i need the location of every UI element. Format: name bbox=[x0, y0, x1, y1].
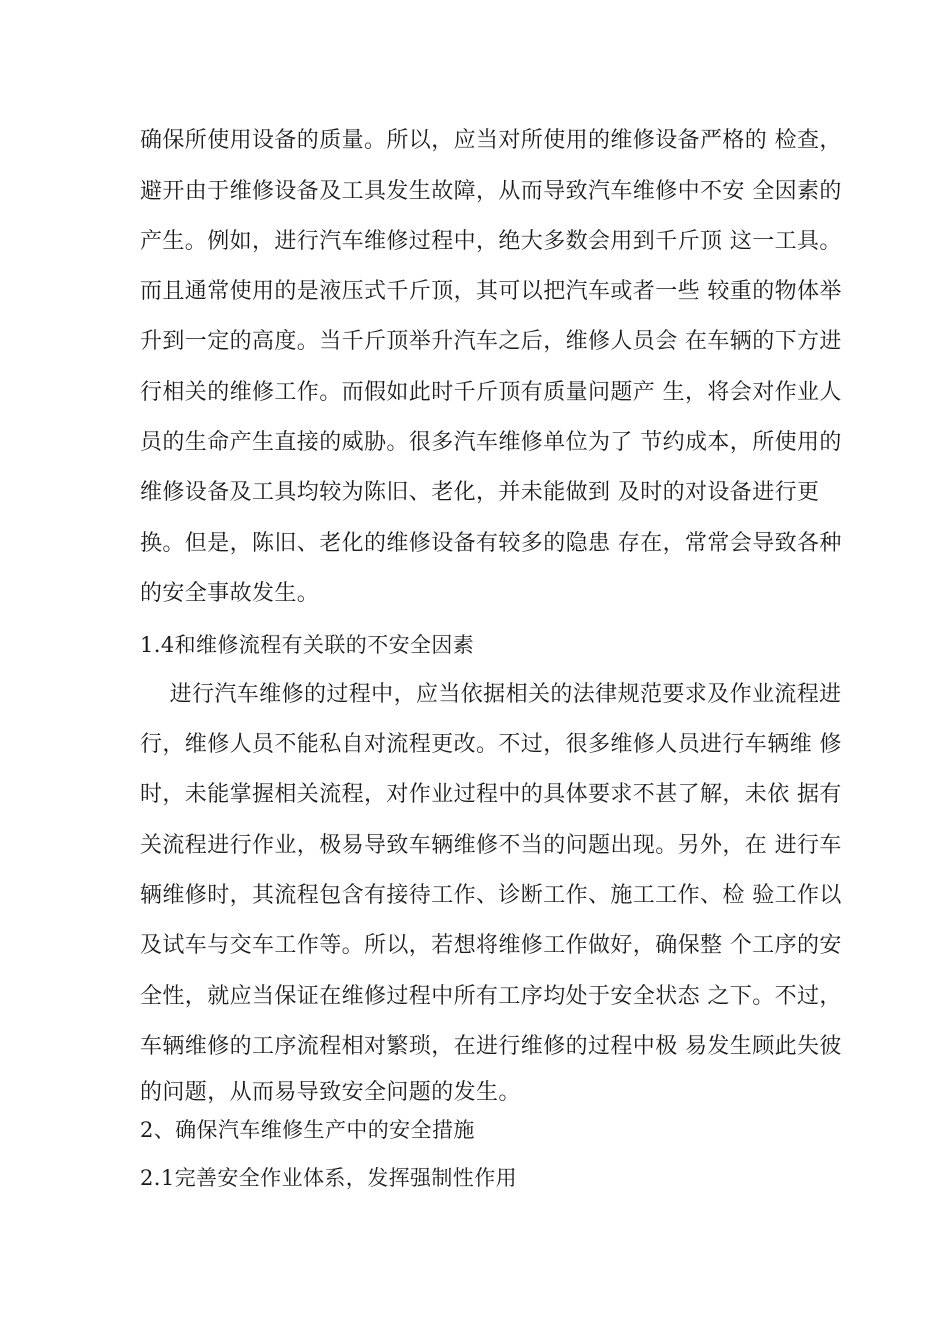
subsection-heading: 2.1完善安全作业体系，发挥强制性作用 bbox=[140, 1166, 517, 1190]
paragraph-line: 车辆维修的工序流程相对繁琐，在进行维修的过程中极 易发生顾此失彼 bbox=[140, 1034, 842, 1059]
paragraph-line: 的问题，从而易导致安全问题的发生。 bbox=[140, 1080, 521, 1105]
paragraph-line: 行，维修人员不能私自对流程更改。不过，很多维修人员进行车辆维 修 bbox=[140, 732, 842, 757]
paragraph-line: 时，未能掌握相关流程，对作业过程中的具体要求不甚了解，未依 据有 bbox=[140, 782, 842, 807]
section-heading: 1.4和维修流程有关联的不安全因素 bbox=[140, 633, 475, 657]
paragraph-line: 及试车与交车工作等。所以，若想将维修工作做好，确保整 个工序的安 bbox=[140, 933, 842, 958]
paragraph-line: 的安全事故发生。 bbox=[140, 581, 320, 606]
paragraph-line: 关流程进行作业，极易导致车辆维修不当的问题出现。另外，在 进行车 bbox=[140, 833, 842, 858]
paragraph-line: 辆维修时，其流程包含有接待工作、诊断工作、施工工作、检 验工作以 bbox=[140, 883, 842, 908]
paragraph-line: 产生。例如，进行汽车维修过程中，绝大多数会用到千斤顶 这一工具。 bbox=[140, 229, 842, 254]
paragraph-line: 行相关的维修工作。而假如此时千斤顶有质量问题产 生，将会对作业人 bbox=[140, 380, 842, 405]
paragraph-line: 进行汽车维修的过程中，应当依据相关的法律规范要求及作业流程进 bbox=[140, 682, 842, 707]
paragraph-line: 员的生命产生直接的威胁。很多汽车维修单位为了 节约成本，所使用的 bbox=[140, 430, 842, 455]
paragraph-line: 换。但是，陈旧、老化的维修设备有较多的隐患 存在，常常会导致各种 bbox=[140, 531, 842, 556]
paragraph-line: 维修设备及工具均较为陈旧、老化，并未能做到 及时的对设备进行更 bbox=[140, 480, 820, 505]
paragraph-line: 而且通常使用的是液压式千斤顶，其可以把汽车或者一些 较重的物体举 bbox=[140, 279, 842, 304]
paragraph-line: 升到一定的高度。当千斤顶举升汽车之后，维修人员会 在车辆的下方进 bbox=[140, 329, 842, 354]
section-heading: 2、确保汽车维修生产中的安全措施 bbox=[140, 1118, 475, 1142]
paragraph-line: 避开由于维修设备及工具发生故障，从而导致汽车维修中不安 全因素的 bbox=[140, 179, 842, 204]
paragraph-line: 确保所使用设备的质量。所以，应当对所使用的维修设备严格的 检查， bbox=[140, 128, 842, 153]
paragraph-line: 全性，就应当保证在维修过程中所有工序均处于安全状态 之下。不过， bbox=[140, 984, 842, 1009]
